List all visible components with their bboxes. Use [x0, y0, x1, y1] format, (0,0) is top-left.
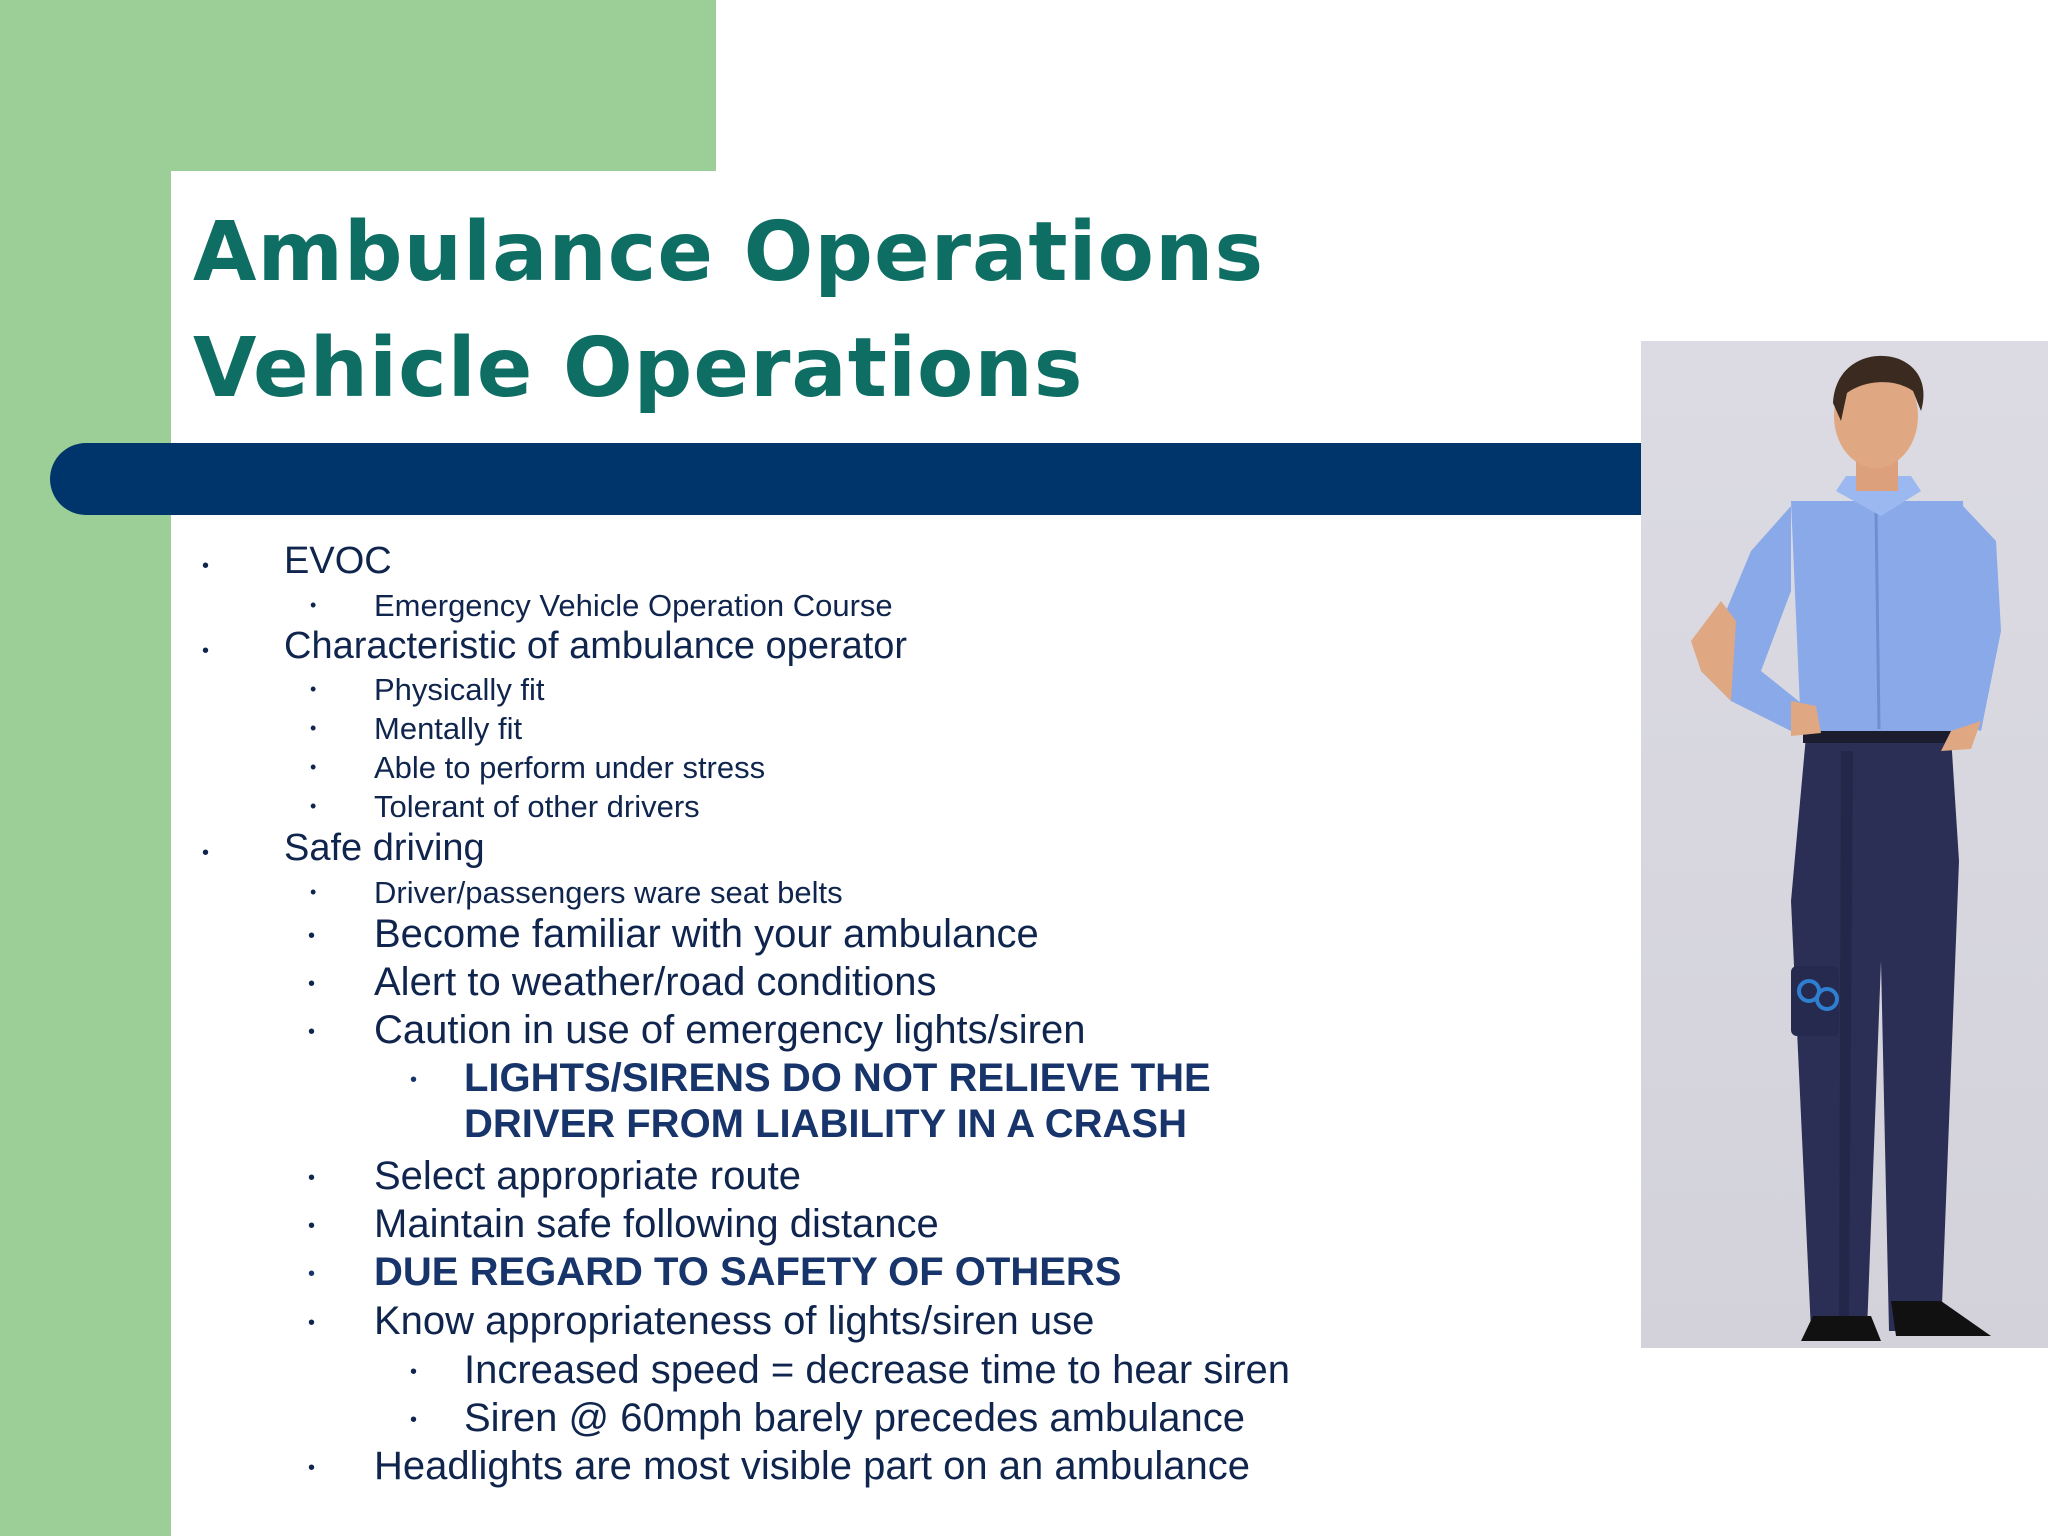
bullet-dot-icon: •	[310, 882, 317, 902]
bullet-dot-icon: •	[308, 1021, 316, 1043]
title-line-2: Vehicle Operations	[193, 321, 1084, 416]
bullet-dot-icon: •	[410, 1409, 418, 1431]
bullet-dot-icon: •	[308, 925, 316, 947]
bullet-dot-icon: •	[410, 1361, 418, 1383]
bullet-dot-icon: •	[308, 1457, 316, 1479]
bullet-dot-icon: •	[410, 1069, 418, 1091]
bullet-dot-icon: •	[308, 1263, 316, 1285]
bullet-dot-icon: •	[310, 595, 317, 615]
bullet-list: • EVOC • Emergency Vehicle Operation Course • Characteristic of ambulance operator • Physically fit • Mentally fit • Able to perform under stress • Tolerant of other drivers • Safe driving • Driver/passengers ware seat belts • Become familiar with your ambulance • Alert to weather/road conditions • Caution in use of emergency lights/siren • LIGHTS/SIRENS DO NOT RELIEVE THE DRIVER FROM LIABILITY IN A CRASH • Select appropriate route • Maintain safe following distance • DUE REGARD TO SAFETY OF OTHERS • Know appropriateness of lights/siren use • Increased speed = decrease time to hear siren • Siren @ 60mph barely precedes ambulance • Headlights are most visible part on an ambulance	[202, 540, 1291, 1488]
bullet-dot-icon: •	[202, 555, 210, 577]
bullet-dot-icon: •	[202, 640, 210, 662]
person-figure-icon	[1641, 341, 2048, 1348]
bullet-dot-icon: •	[308, 1215, 316, 1237]
bullet-dot-icon: •	[308, 973, 316, 995]
bullet-dot-icon: •	[310, 718, 317, 738]
bullet-dot-icon: •	[308, 1167, 316, 1189]
bullet-dot-icon: •	[310, 796, 317, 816]
bullet-dot-icon: •	[310, 757, 317, 777]
title-line-1: Ambulance Operations	[193, 205, 1265, 300]
paramedic-uniform-photo	[1641, 341, 2048, 1348]
bullet-dot-icon: •	[308, 1312, 316, 1334]
bullet-dot-icon: •	[202, 842, 210, 864]
bullet-dot-icon: •	[310, 679, 317, 699]
